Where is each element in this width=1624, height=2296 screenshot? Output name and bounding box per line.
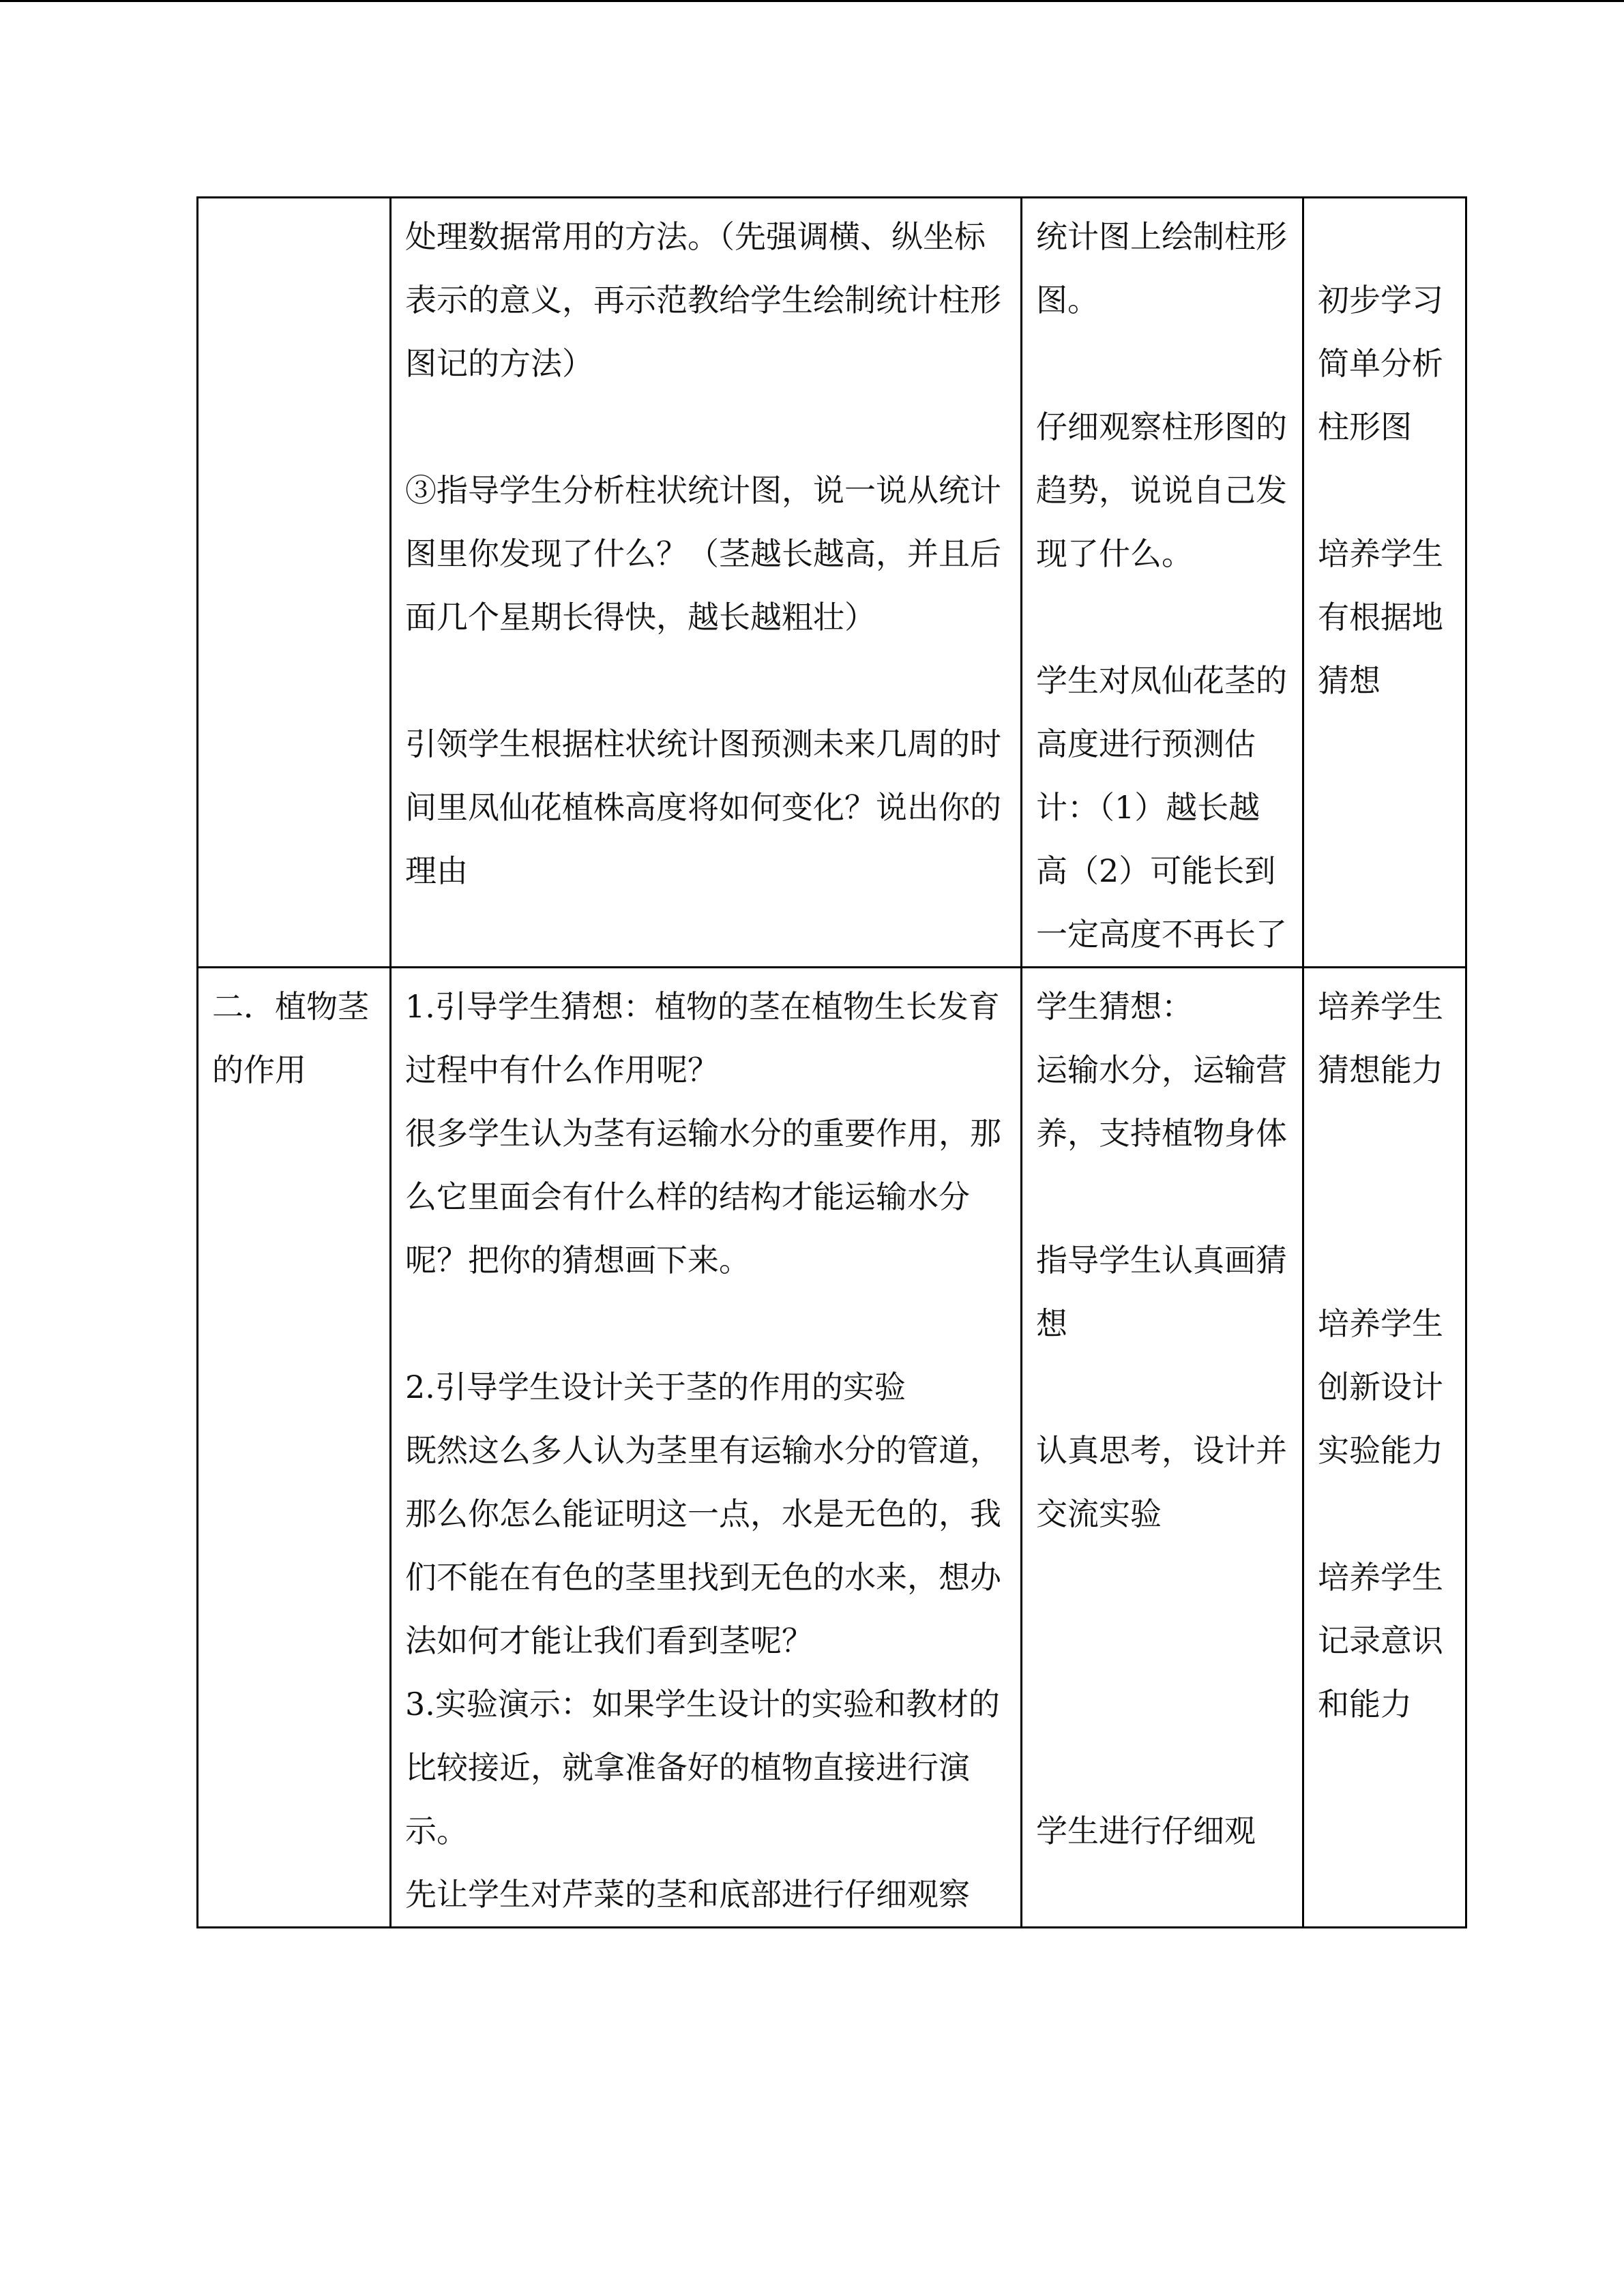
student-text: 学生对凤仙花茎的高度进行预测估计：（1）越长越高（2）可能长到一定高度不再长了 [1036, 662, 1287, 953]
purpose-cell [1303, 198, 1466, 968]
student-text: 指导学生认真画猜想 [1036, 1242, 1287, 1342]
purpose-text: 初步学习简单分析柱形图 [1318, 282, 1443, 445]
teacher-text: 先让学生对芹菜的茎和底部进行仔细观察 [405, 1876, 970, 1913]
table-row [198, 968, 1466, 1928]
teacher-text: 2.引导学生设计关于茎的作用的实验 [405, 1369, 906, 1405]
section-cell [198, 198, 391, 968]
teacher-activity-cell [391, 968, 1022, 1928]
page-top-border [0, 0, 1624, 2]
purpose-text: 培养学生记录意识和能力 [1318, 1559, 1443, 1723]
student-text: 统计图上绘制柱形图。 [1036, 218, 1287, 318]
student-text: 运输水分，运输营养，支持植物身体 [1036, 1052, 1287, 1152]
student-text: 学生进行仔细观 [1036, 1813, 1256, 1849]
teacher-text: 引领学生根据柱状统计图预测未来几周的时间里凤仙花植株高度将如何变化？说出你的理由 [405, 726, 1001, 889]
student-activity-cell [1022, 968, 1303, 1928]
purpose-text: 培养学生创新设计实验能力 [1318, 1305, 1443, 1469]
purpose-cell [1303, 968, 1466, 1928]
purpose-text: 培养学生猜想能力 [1318, 988, 1443, 1088]
purpose-text: 培养学生有根据地猜想 [1318, 535, 1443, 699]
student-text: 认真思考，设计并交流实验 [1036, 1432, 1287, 1532]
teacher-text: 很多学生认为茎有运输水分的重要作用，那么它里面会有什么样的结构才能运输水分呢？把你的猜想画下来。 [405, 1115, 1001, 1279]
teacher-text: 处理数据常用的方法。（先强调横、纵坐标表示的意义，再示范教给学生绘制统计柱形图记的方法） [405, 218, 1001, 382]
student-text: 仔细观察柱形图的趋势，说说自己发现了什么。 [1036, 408, 1287, 572]
teacher-text: 既然这么多人认为茎里有运输水分的管道，那么你怎么能证明这一点，水是无色的，我们不能在有色的茎里找到无色的水来，想办法如何才能让我们看到茎呢？ [405, 1432, 1001, 1659]
teacher-text: 3.实验演示：如果学生设计的实验和教材的比较接近，就拿准备好的植物直接进行演示。 [405, 1686, 1000, 1849]
student-text: 学生猜想： [1036, 988, 1193, 1025]
teacher-activity-cell [391, 198, 1022, 968]
section-cell [198, 968, 391, 1928]
teacher-text: 1.引导学生猜想：植物的茎在植物生长发育过程中有什么作用呢？ [405, 988, 1000, 1088]
student-activity-cell [1022, 198, 1303, 968]
table-row [198, 198, 1466, 968]
section-label: 二．植物茎的作用 [212, 988, 369, 1088]
lesson-plan-table [196, 196, 1467, 1928]
teacher-text: ③指导学生分析柱状统计图，说一说从统计图里你发现了什么？（茎越长越高，并且后面几个星期长得快，越长越粗壮） [405, 472, 1001, 636]
